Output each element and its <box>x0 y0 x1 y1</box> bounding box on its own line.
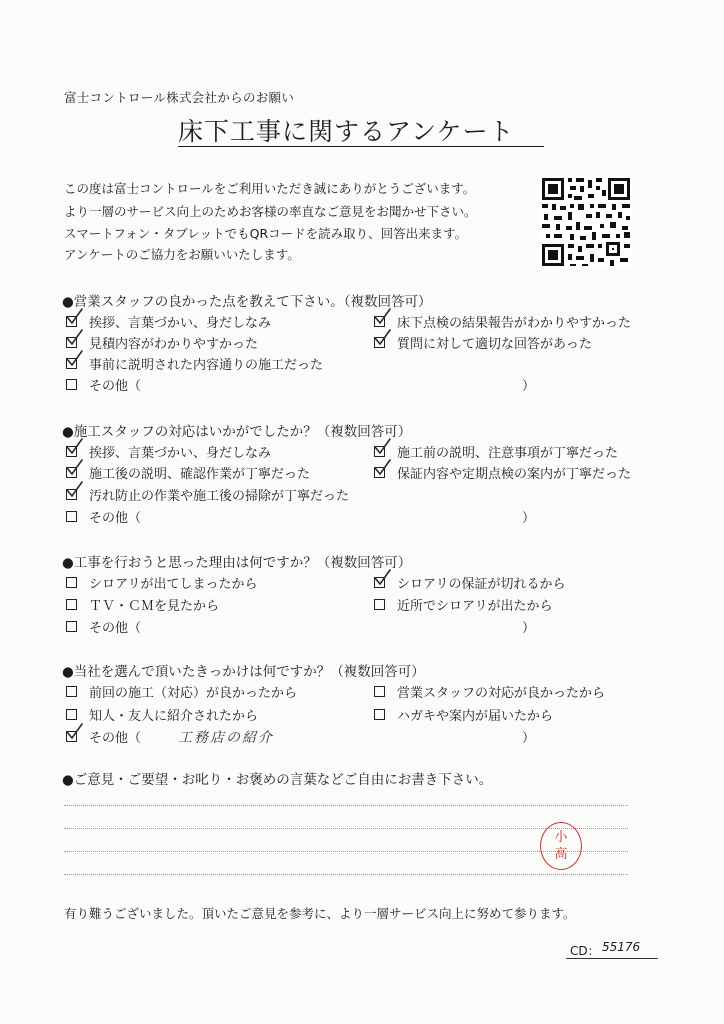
option-label: 事前に説明された内容通りの施工だった <box>89 358 324 373</box>
checkbox[interactable] <box>374 577 385 588</box>
trigger-option-previous[interactable] <box>66 682 297 701</box>
sales-option-greeting[interactable] <box>66 312 271 331</box>
checkbox[interactable] <box>66 489 77 500</box>
checkbox[interactable] <box>374 599 385 610</box>
checkbox[interactable] <box>66 709 77 720</box>
hanko-stamp <box>540 822 582 870</box>
checkmark-icon <box>373 568 393 588</box>
option-label: 床下点検の結果報告がわかりやすかった <box>397 316 632 331</box>
checkbox[interactable] <box>66 379 77 390</box>
cd-value: 55176 <box>602 940 641 954</box>
checkbox[interactable] <box>374 316 385 327</box>
comment-line[interactable] <box>64 828 628 829</box>
checkbox[interactable] <box>374 446 385 457</box>
option-label: 挨拶、言葉づかい、身だしなみ <box>89 316 272 331</box>
checkmark-icon <box>373 307 393 327</box>
reason-option-warranty-expiring[interactable] <box>374 573 565 592</box>
trigger-option-sales-staff[interactable] <box>374 682 605 701</box>
checkbox[interactable] <box>66 446 77 457</box>
reason-option-tv-cm[interactable] <box>66 595 219 614</box>
construction-option-after-explanation[interactable] <box>66 463 310 482</box>
other-close-paren: ） <box>522 379 536 394</box>
checkmark-icon <box>373 458 393 478</box>
other-close-paren: ） <box>522 511 536 526</box>
sales-option-as-explained[interactable] <box>66 354 323 373</box>
checkbox[interactable] <box>66 358 77 369</box>
option-label: 営業スタッフの対応が良かったから <box>397 686 606 701</box>
sales-option-inspection-report[interactable] <box>374 312 631 331</box>
checkbox[interactable] <box>66 621 77 632</box>
option-label: 前回の施工（対応）が良かったから <box>89 686 298 701</box>
option-label: 保証内容や定期点検の案内が丁寧だった <box>397 467 632 482</box>
option-label: 知人・友人に紹介されたから <box>89 709 259 724</box>
title-underline <box>178 146 544 147</box>
checkbox[interactable] <box>66 337 77 348</box>
reason-option-other[interactable] <box>66 617 141 636</box>
other-close-paren: ） <box>522 731 536 746</box>
company-request: 富士コントロール株式会社からのお願い <box>64 90 295 105</box>
trigger-option-postcard[interactable] <box>374 705 553 724</box>
section-heading-sales: ●営業スタッフの良かった点を教えて下さい。（複数回答可） <box>62 294 432 310</box>
qr-code-icon[interactable] <box>540 176 632 268</box>
option-label: 見積内容がわかりやすかった <box>89 337 259 352</box>
stamp-char-2: 高 <box>554 847 568 862</box>
checkbox[interactable] <box>66 686 77 697</box>
option-label: その他（ <box>89 511 142 526</box>
construction-option-other[interactable] <box>66 507 141 526</box>
stamp-char-1: 小 <box>554 830 568 845</box>
construction-option-cleaning[interactable] <box>66 485 349 504</box>
checkmark-icon <box>65 349 85 369</box>
cd-underline <box>566 958 658 959</box>
checkmark-icon <box>65 328 85 348</box>
option-label: 施工後の説明、確認作業が丁寧だった <box>89 467 311 482</box>
checkmark-icon <box>65 437 85 457</box>
checkbox[interactable] <box>66 511 77 522</box>
checkbox[interactable] <box>374 686 385 697</box>
option-label: その他（ <box>89 621 142 636</box>
checkmark-icon <box>373 437 393 457</box>
comment-line[interactable] <box>64 805 628 806</box>
construction-option-warranty[interactable] <box>374 463 631 482</box>
checkbox[interactable] <box>374 467 385 478</box>
checkmark-icon <box>373 328 393 348</box>
sales-option-answers[interactable] <box>374 333 592 352</box>
page-title: 床下工事に関するアンケート <box>178 117 515 146</box>
other-handwritten-answer[interactable]: 工務店の紹介 <box>178 730 274 746</box>
option-label: 近所でシロアリが出たから <box>397 599 553 614</box>
checkbox[interactable] <box>374 337 385 348</box>
checkbox[interactable] <box>66 599 77 610</box>
other-close-paren: ） <box>522 621 536 636</box>
option-label: ＴＶ・ＣＭを見たから <box>89 599 220 614</box>
option-label: その他（ <box>89 731 142 746</box>
construction-option-greeting[interactable] <box>66 442 271 461</box>
closing-message: 有り難うございました。頂いたご意見を参考に、より一層サービス向上に努めて参ります。 <box>64 906 576 921</box>
intro-line-2: より一層のサービス向上のためお客様の率直なご意見をお聞かせ下さい。 <box>64 204 477 219</box>
checkmark-icon <box>65 307 85 327</box>
intro-line-4: アンケートのご協力をお願いいたします。 <box>64 247 300 262</box>
option-label: その他（ <box>89 379 142 394</box>
checkmark-icon <box>65 722 85 742</box>
option-label: 質問に対して適切な回答があった <box>397 337 592 352</box>
option-label: 挨拶、言葉づかい、身だしなみ <box>89 446 272 461</box>
section-heading-construction: ●施工スタッフの対応はいかがでしたか？（複数回答可） <box>62 424 412 440</box>
sales-option-other[interactable] <box>66 375 141 394</box>
construction-option-before-explanation[interactable] <box>374 442 618 461</box>
checkbox[interactable] <box>66 467 77 478</box>
reason-option-neighborhood[interactable] <box>374 595 552 614</box>
checkbox[interactable] <box>66 731 77 742</box>
intro-line-1: この度は富士コントロールをご利用いただき誠にありがとうございます。 <box>64 181 476 196</box>
checkmark-icon <box>65 458 85 478</box>
option-label: 施工前の説明、注意事項が丁寧だった <box>397 446 619 461</box>
sales-option-estimate[interactable] <box>66 333 258 352</box>
checkbox[interactable] <box>66 316 77 327</box>
intro-line-3: スマートフォン・タブレットでもQRコードを読み取り、回答出来ます。 <box>64 226 468 241</box>
option-label: シロアリが出てしまったから <box>89 577 258 592</box>
trigger-option-referral[interactable] <box>66 705 258 724</box>
checkbox[interactable] <box>374 709 385 720</box>
section-heading-comments: ●ご意見・ご要望・お叱り・お褒めの言葉などご自由にお書き下さい。 <box>62 772 493 788</box>
comment-line[interactable] <box>64 874 628 875</box>
checkbox[interactable] <box>66 577 77 588</box>
reason-option-termites[interactable] <box>66 573 257 592</box>
option-label: シロアリの保証が切れるから <box>397 577 566 592</box>
section-heading-reason: ●工事を行おうと思った理由は何ですか？（複数回答可） <box>62 555 412 571</box>
section-heading-trigger: ●当社を選んで頂いたきっかけは何ですか？（複数回答可） <box>62 664 425 680</box>
option-label: ハガキや案内が届いたから <box>397 709 554 724</box>
checkmark-icon <box>65 480 85 500</box>
trigger-option-other[interactable] <box>66 727 141 746</box>
cd-label: CD： <box>570 944 600 958</box>
option-label: 汚れ防止の作業や施工後の掃除が丁寧だった <box>89 489 350 504</box>
